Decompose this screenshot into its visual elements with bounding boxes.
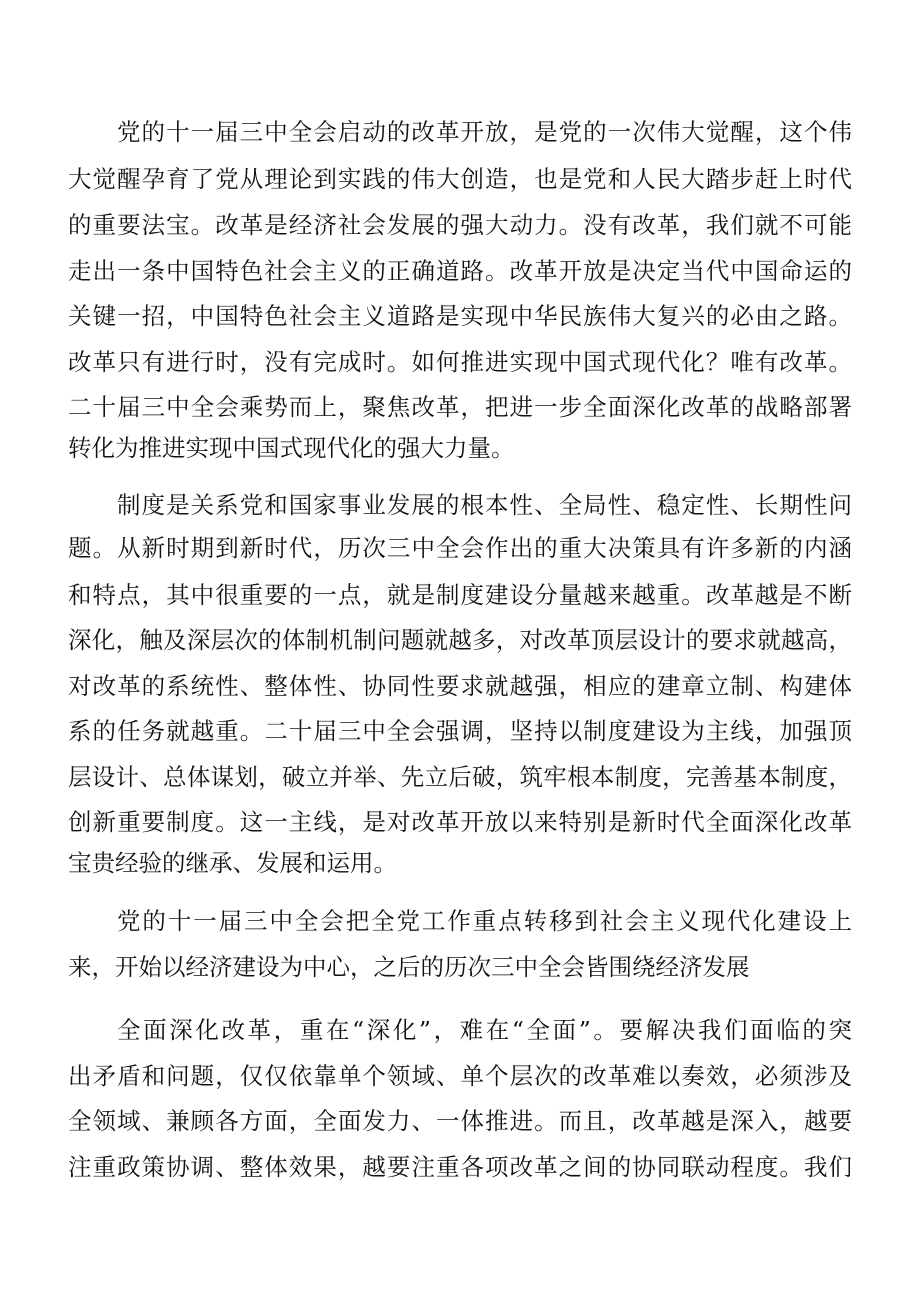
paragraph-2-line-6: 系的任务就越重。二十届三中全会强调，坚持以制度建设为主线，加强顶 (68, 717, 852, 745)
paragraph-2-line-1: 制度是关系党和国家事业发展的根本性、全局性、稳定性、长期性问 (117, 491, 852, 519)
paragraph-2-line-9: 宝贵经验的继承、发展和运用。 (68, 849, 397, 877)
paragraph-2-line-8: 创新重要制度。这一主线，是对改革开放以来特别是新时代全面深化改革 (68, 808, 852, 836)
paragraph-1-line-4: 走出一条中国特色社会主义的正确道路。改革开放是决定当代中国命运的 (68, 257, 852, 285)
paragraph-1-line-3: 的重要法宝。改革是经济社会发展的强大动力。没有改革，我们就不可能 (68, 211, 852, 239)
paragraph-4-line-1: 全面深化改革，重在“深化”，难在“全面”。要解决我们面临的突 (117, 1016, 852, 1044)
paragraph-3-line-1: 党的十一届三中全会把全党工作重点转移到社会主义现代化建设上 (117, 907, 852, 935)
paragraph-2-line-2: 题。从新时期到新时代，历次三中全会作出的重大决策具有许多新的内涵 (68, 534, 852, 562)
paragraph-1-line-1: 党的十一届三中全会启动的改革开放，是党的一次伟大觉醒，这个伟 (117, 118, 852, 146)
paragraph-2-line-4: 深化，触及深层次的体制机制问题就越多，对改革顶层设计的要求就越高， (68, 626, 852, 654)
paragraph-1-line-5: 关键一招，中国特色社会主义道路是实现中华民族伟大复兴的必由之路。 (68, 302, 852, 330)
paragraph-1-line-8: 转化为推进实现中国式现代化的强大力量。 (68, 434, 515, 462)
paragraph-4-line-2: 出矛盾和问题，仅仅依靠单个领域、单个层次的改革难以奏效，必须涉及 (68, 1062, 852, 1090)
paragraph-2-line-7: 层设计、总体谋划，破立并举、先立后破，筑牢根本制度，完善基本制度， (68, 763, 852, 791)
paragraph-1-line-2: 大觉醒孕育了党从理论到实践的伟大创造，也是党和人民大踏步赶上时代 (68, 165, 852, 193)
paragraph-3-line-2: 来，开始以经济建设为中心，之后的历次三中全会皆围绕经济发展 (68, 953, 750, 981)
paragraph-2-line-3: 和特点，其中很重要的一点，就是制度建设分量越来越重。改革越是不断 (68, 581, 852, 609)
paragraph-1-line-7: 二十届三中全会乘势而上，聚焦改革，把进一步全面深化改革的战略部署 (68, 393, 852, 421)
paragraph-4-line-4: 注重政策协调、整体效果，越要注重各项改革之间的协同联动程度。我们 (68, 1153, 852, 1181)
paragraph-1-line-6: 改革只有进行时，没有完成时。如何推进实现中国式现代化？唯有改革。 (68, 348, 852, 376)
paragraph-4-line-3: 全领域、兼顾各方面，全面发力、一体推进。而且，改革越是深入，越要 (68, 1107, 852, 1135)
paragraph-2-line-5: 对改革的系统性、整体性、协同性要求就越强，相应的建章立制、构建体 (68, 672, 852, 700)
